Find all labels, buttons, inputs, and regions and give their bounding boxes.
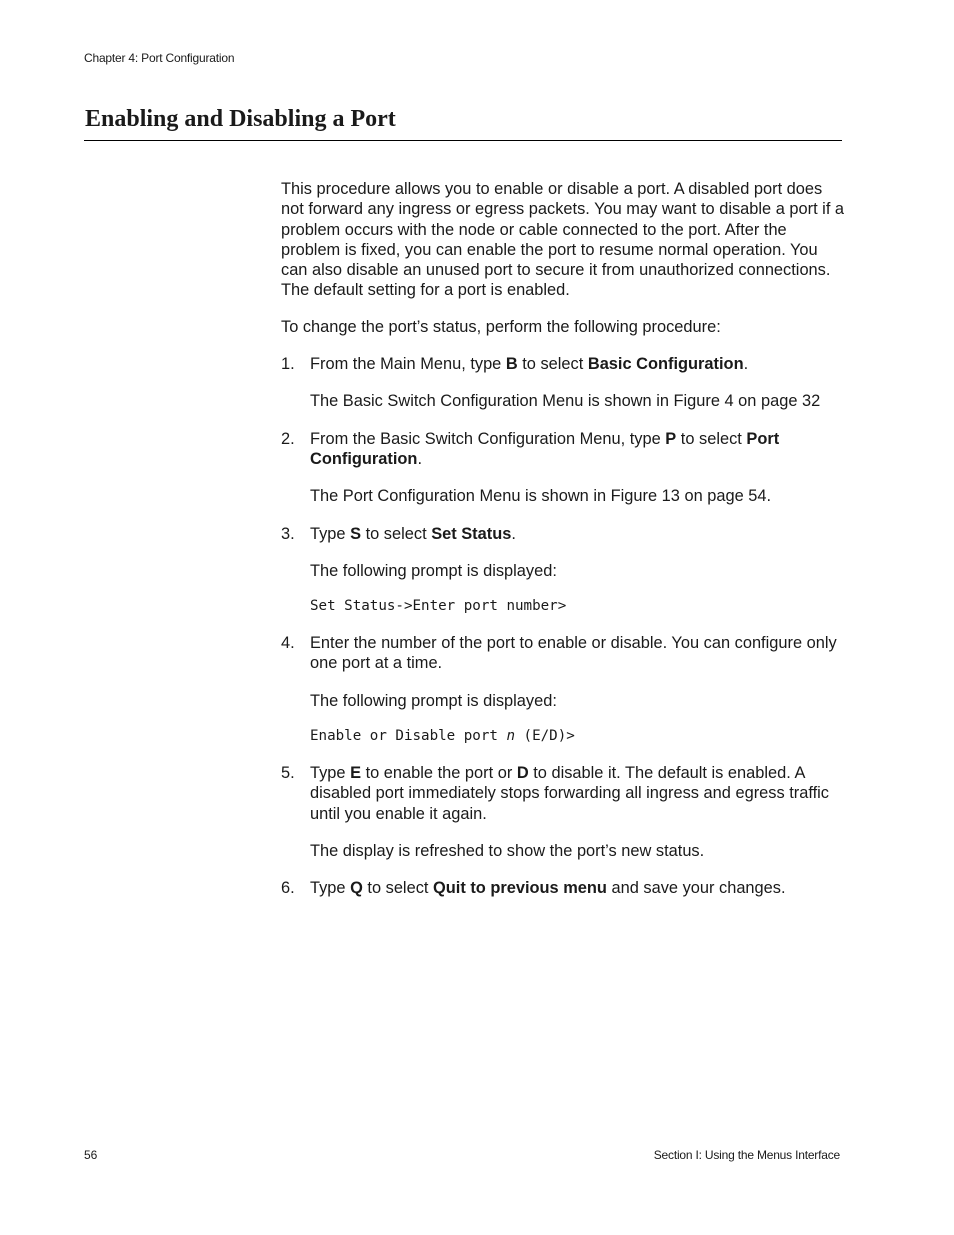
procedure-steps bbox=[281, 354, 846, 898]
step-option: Set Status bbox=[431, 524, 512, 543]
step-note: The display is refreshed to show the port’s new status. bbox=[310, 841, 705, 860]
step-number: 3. bbox=[281, 524, 295, 543]
step-note: The Basic Switch Configuration Menu is shown in Figure 4 on page 32 bbox=[310, 392, 821, 411]
step-number: 1. bbox=[281, 355, 295, 374]
step-text: . bbox=[743, 355, 749, 374]
step-number: 6. bbox=[281, 879, 295, 898]
step-instruction bbox=[310, 524, 846, 544]
page-number: 56 bbox=[84, 1148, 98, 1162]
step-text: to enable the port or bbox=[361, 764, 517, 783]
running-head: Chapter 4: Port Configuration bbox=[84, 51, 235, 65]
step-text: to select bbox=[362, 879, 433, 898]
step-text: Type bbox=[310, 524, 351, 543]
step-number: 5. bbox=[281, 764, 295, 783]
step-instruction bbox=[310, 763, 846, 824]
step-instruction bbox=[310, 429, 846, 470]
footer-section-label: Section I: Using the Menus Interface bbox=[653, 1148, 840, 1162]
step-instruction bbox=[310, 878, 846, 898]
step-4 bbox=[281, 633, 846, 746]
step-text: to disable it. The default is enabled. A disabled port immediately stops forwarding all ingress and egress traffic until you enable it again. bbox=[310, 764, 829, 823]
step-3 bbox=[281, 524, 846, 617]
prompt-text: (E/D)> bbox=[515, 728, 575, 745]
step-text: to select bbox=[361, 524, 432, 543]
step-number: 2. bbox=[281, 429, 295, 448]
step-key: E bbox=[350, 764, 362, 783]
step-key: S bbox=[350, 524, 362, 543]
step-text: and save your changes. bbox=[606, 879, 786, 898]
step-6 bbox=[281, 878, 846, 898]
step-instruction: Enter the number of the port to enable or disable. You can configure only one port at a time. bbox=[310, 634, 837, 673]
step-key: P bbox=[665, 429, 677, 448]
intro-paragraph: This procedure allows you to enable or disable a port. A disabled port does not forward any ingress or egress packets. You may want to disable a port if a problem occurs with the node or cable connected to the port. After the problem is fixed, you can enable the port to resume normal operation. You can also disable an unused port to secure it from unauthorized connections. The default setting for a port is enabled. bbox=[281, 180, 845, 300]
step-key: Q bbox=[350, 879, 363, 898]
step-number: 4. bbox=[281, 634, 295, 653]
step-instruction bbox=[310, 354, 846, 374]
step-note: The following prompt is displayed: bbox=[310, 561, 557, 580]
prompt-variable: n bbox=[506, 728, 516, 745]
step-option: Port Configuration bbox=[310, 429, 780, 468]
step-note: The following prompt is displayed: bbox=[310, 691, 557, 710]
step-text: . bbox=[511, 524, 516, 543]
step-option: Quit to previous menu bbox=[433, 879, 607, 898]
section-title: Enabling and Disabling a Port bbox=[85, 106, 396, 132]
title-rule bbox=[84, 140, 842, 141]
prompt-text: Enable or Disable port bbox=[310, 728, 507, 745]
step-text: From the Main Menu, type bbox=[310, 355, 506, 374]
step-text: From the Basic Switch Configuration Menu, type bbox=[310, 429, 666, 448]
step-text: Type bbox=[310, 879, 351, 898]
step-text: . bbox=[417, 449, 422, 468]
prompt-code: Set Status->Enter port number> bbox=[310, 598, 567, 615]
procedure-lead: To change the port’s status, perform the following procedure: bbox=[281, 317, 721, 336]
step-text: Type bbox=[310, 764, 351, 783]
step-key: B bbox=[505, 355, 518, 374]
step-note: The Port Configuration Menu is shown in Figure 13 on page 54. bbox=[310, 487, 772, 506]
step-text: to select bbox=[676, 429, 747, 448]
step-2 bbox=[281, 429, 846, 507]
step-option: Basic Configuration bbox=[587, 355, 744, 374]
step-5 bbox=[281, 763, 846, 861]
prompt-code bbox=[310, 726, 846, 746]
body-text bbox=[281, 179, 846, 916]
step-1 bbox=[281, 354, 846, 412]
step-text: to select bbox=[517, 355, 588, 374]
step-key: D bbox=[516, 764, 529, 783]
